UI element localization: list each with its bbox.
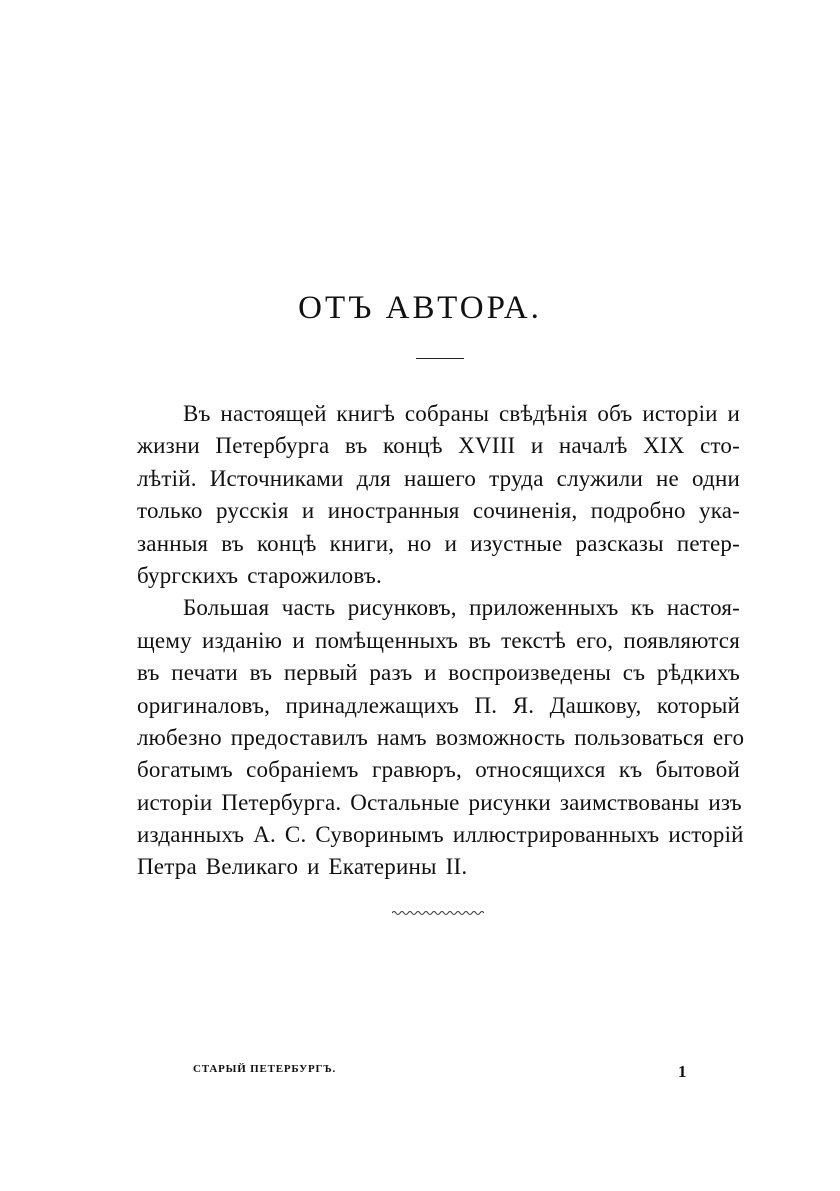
paragraph-2-line-3: въ печати въ первый разъ и воспроизведены съ рѣдкихъ [137,660,740,686]
paragraph-2-line-4: оригиналовъ, принадлежащихъ П. Я. Дашкову, который [137,692,740,718]
wavy-ornament [392,908,484,918]
paragraph-2-line-5: любезно предоставилъ намъ возможность пользоваться его [137,724,745,750]
paragraph-1-line-3: лѣтій. Источниками для нашего труда служили не одни [137,465,740,491]
body-text [137,398,745,884]
page-title: ОТЪ АВТОРА. [298,290,542,326]
page-number: 1 [678,1062,687,1081]
paragraph-1-line-4: только русскія и иностранныя сочиненія, подробно ука- [137,498,740,524]
paragraph-2-line-8: изданныхъ А. С. Суворинымъ иллюстрированныхъ исторій [137,822,744,848]
running-title: СТАРЫЙ ПЕТЕРБУРГЪ. [193,1063,337,1075]
paragraph-1-line-6: бургскихъ старожиловъ. [137,562,382,588]
paragraph-1-line-2: жизни Петербурга въ концѣ XVIII и началѣ XIX сто- [137,433,740,459]
paragraph-2-line-7: исторіи Петербурга. Остальные рисунки заимствованы изъ [137,789,742,815]
paragraph-1-line-5: занныя въ концѣ книги, но и изустные разсказы петер- [137,530,740,556]
paragraph-2-line-9: Петра Великаго и Екатерины II. [137,854,468,880]
paragraph-2-line-2: щему изданію и помѣщенныхъ въ текстѣ его, появляются [137,627,740,653]
paragraph-2-line-1: Большая часть рисунковъ, приложенныхъ къ настоя- [183,595,740,621]
paragraph-2-line-6: богатымъ собраніемъ гравюръ, относящихся къ бытовой [137,757,740,783]
paragraph-1-line-1: Въ настоящей книгѣ собраны свѣдѣнія объ исторіи и [183,401,740,426]
title-rule [416,358,464,359]
